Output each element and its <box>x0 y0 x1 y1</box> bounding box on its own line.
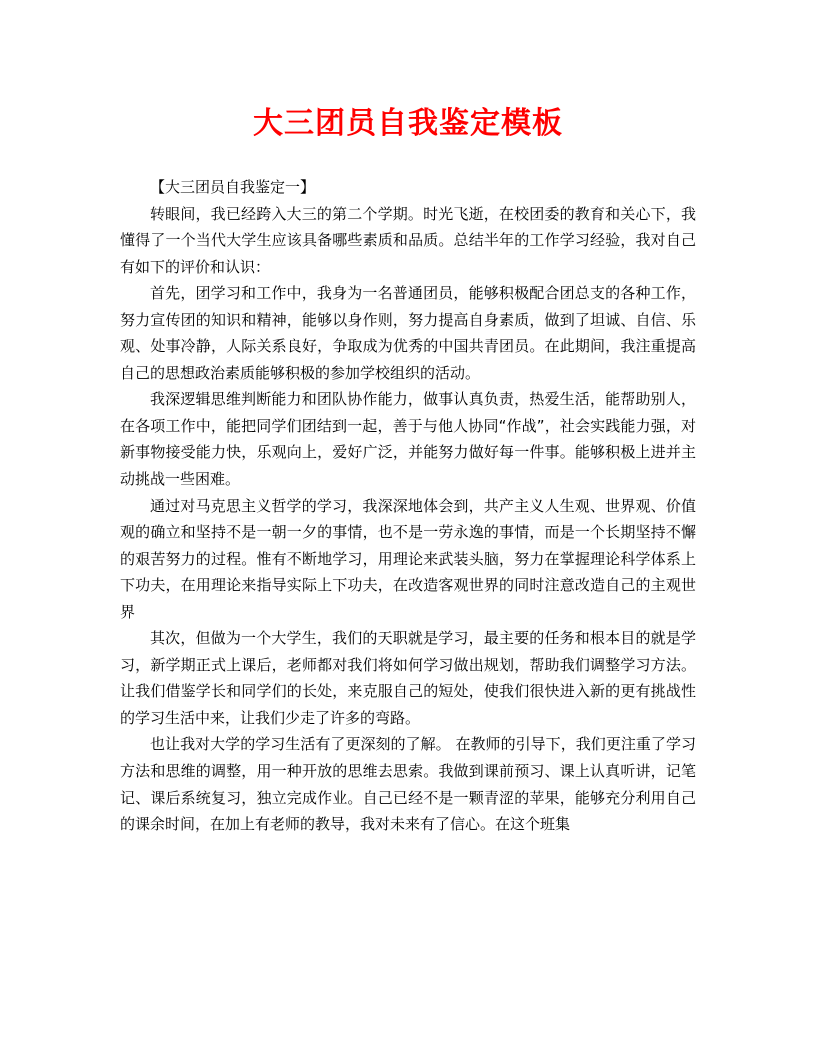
paragraph: 我深逻辑思维判断能力和团队协作能力，做事认真负责，热爱生活，能帮助别人，在各项工作中，能把同学们团结到一起，善于与他人协同“作战”，社会实践能力强，对新事物接受能力快，乐观向上，爱好广泛，并能努力做好每一件事。能够积极上进并主动挑战一些困难。 <box>120 390 696 489</box>
paragraph: 通过对马克思主义哲学的学习，我深深地体会到，共产主义人生观、世界观、价值观的确立和坚持不是一朝一夕的事情，也不是一劳永逸的事情，而是一个长期坚持不懈的艰苦努力的过程。惟有不断地学习，用理论来武装头脑，努力在掌握理论科学体系上下功夫，在用理论来指导实际上下功夫，在改造客观世界的同时注意改造自己的主观世界 <box>120 496 696 621</box>
section-heading: 【大三团员自我鉴定一】 <box>150 178 316 196</box>
paragraph: 转眼间，我已经跨入大三的第二个学期。时光飞逝，在校团委的教育和关心下，我懂得了一个当代大学生应该具备哪些素质和品质。总结半年的工作学习经验，我对自己有如下的评价和认识： <box>120 204 696 276</box>
paragraph: 首先，团学习和工作中，我身为一名普通团员，能够积极配合团总支的各种工作，努力宣传团的知识和精神，能够以身作则，努力提高自身素质，做到了坦诚、自信、乐观、处事冷静，人际关系良好，争取成为优秀的中国共青团员。在此期间，我注重提高自己的思想政治素质能够积极的参加学校组织的活动。 <box>120 284 696 382</box>
paragraph: 其次，但做为一个大学生，我们的天职就是学习，最主要的任务和根本目的就是学习，新学期正式上课后，老师都对我们将如何学习做出规划，帮助我们调整学习方法。让我们借鉴学长和同学们的长处，来克服自己的短处，使我们很快进入新的更有挑战性的学习生活中来，让我们少走了许多的弯路。 <box>120 629 696 727</box>
paragraph: 也让我对大学的学习生活有了更深刻的了解。 在教师的引导下，我们更注重了学习方法和思维的调整，用一种开放的思维去思索。我做到课前预习、课上认真听讲，记笔记、课后系统复习，独立完成作业。自己已经不是一颗青涩的苹果，能够充分利用自己的课余时间，在加上有老师的教导，我对未来有了信心。在这个班集 <box>120 735 696 834</box>
document-title: 大三团员自我鉴定模板 <box>253 106 563 141</box>
document-body <box>120 174 696 838</box>
